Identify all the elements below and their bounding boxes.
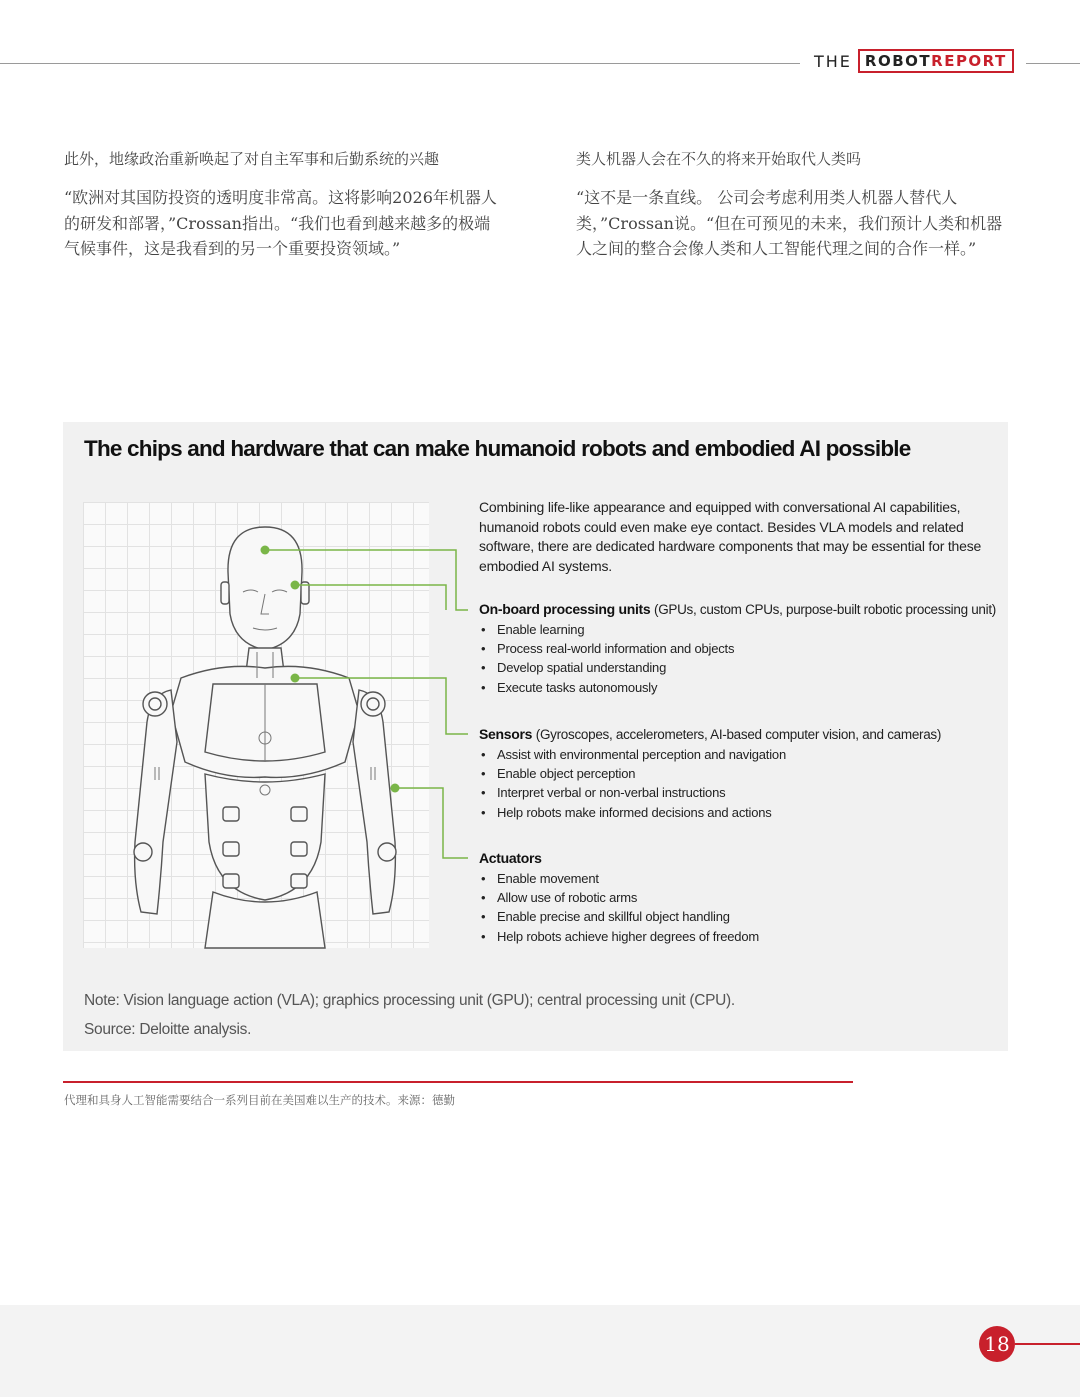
section-title: On-board processing units bbox=[479, 601, 651, 617]
section-title: Sensors bbox=[479, 726, 533, 742]
section-title-line bbox=[479, 725, 1009, 744]
figure-title: The chips and hardware that can make humanoid robots and embodied AI possible bbox=[84, 436, 911, 461]
list-item: • Process real-world information and objects bbox=[479, 639, 1009, 658]
robot-shoulder-joint-left-inner bbox=[149, 698, 161, 710]
robot-abdomen-panel bbox=[291, 874, 307, 888]
callout-dot-processing-2 bbox=[291, 581, 300, 590]
right-column bbox=[576, 148, 1006, 262]
logo-report-text: REPORT bbox=[931, 52, 1007, 70]
left-column bbox=[64, 148, 504, 262]
list-item: • Execute tasks autonomously bbox=[479, 678, 1009, 697]
robot-abdomen-panel bbox=[223, 807, 239, 821]
list-item: • Enable movement bbox=[479, 869, 1009, 888]
section-list bbox=[479, 869, 1009, 946]
logo-box bbox=[858, 49, 1014, 73]
page-footer bbox=[0, 1305, 1080, 1397]
caption-rule bbox=[63, 1081, 853, 1083]
section-title-line bbox=[479, 849, 1009, 868]
section-list bbox=[479, 620, 1009, 697]
left-column-paragraph: “欧洲对其国防投资的透明度非常高。这将影响2026年机器人的研发和部署，”Crossan指出。“我们也看到越来越多的极端气候事件，这是我看到的另一个重要投资领域。” bbox=[64, 188, 497, 258]
section-title: Actuators bbox=[479, 850, 542, 866]
list-item: • Help robots make informed decisions and actions bbox=[479, 803, 1009, 822]
list-item: • Allow use of robotic arms bbox=[479, 888, 1009, 907]
robot-abdomen-panel bbox=[223, 842, 239, 856]
callout-dot-processing-1 bbox=[261, 546, 270, 555]
section-actuators bbox=[479, 849, 1009, 946]
figure-source: Source: Deloitte analysis. bbox=[84, 1021, 252, 1038]
robot-shoulder-joint-right-inner bbox=[367, 698, 379, 710]
right-column-heading: 类人机器人会在不久的将来开始取代人类吗 bbox=[576, 150, 862, 168]
robot-abdomen-panel bbox=[291, 807, 307, 821]
robot-elbow-left bbox=[134, 843, 152, 861]
figure-intro: Combining life-like appearance and equipped with conversational AI capabilities, humanoid robots could even make eye contact. Besides VLA models and related software, there are dedicated hardware components that may be essential for these embodied AI systems. bbox=[479, 499, 982, 574]
logo-the-text: THE bbox=[814, 51, 852, 71]
list-item: • Help robots achieve higher degrees of freedom bbox=[479, 927, 1009, 946]
robot-report-logo[interactable] bbox=[814, 49, 1014, 73]
list-item: • Enable learning bbox=[479, 620, 1009, 639]
robot-abdomen-panel bbox=[291, 842, 307, 856]
list-item: • Assist with environmental perception and navigation bbox=[479, 745, 1009, 764]
page-number: 18 bbox=[979, 1326, 1015, 1362]
robot-arm-left bbox=[135, 690, 177, 914]
robot-head bbox=[228, 527, 302, 650]
figure-note: Note: Vision language action (VLA); graphics processing unit (GPU); central processing unit (CPU). bbox=[84, 992, 735, 1009]
robot-arm-right bbox=[353, 690, 395, 914]
section-title-line bbox=[479, 600, 1009, 619]
callout-line-actuators bbox=[395, 788, 468, 858]
robot-abdomen-panel bbox=[223, 874, 239, 888]
section-description: (Gyroscopes, accelerometers, AI-based computer vision, and cameras) bbox=[535, 727, 942, 742]
page-number-rule bbox=[1015, 1343, 1080, 1345]
section-list bbox=[479, 745, 1009, 822]
section-onboard-processing bbox=[479, 600, 1009, 697]
header-rule-left bbox=[0, 63, 800, 64]
right-column-paragraph: “这不是一条直线。 公司会考虑利用类人机器人替代人类，”Crossan说。“但在可预见的未来，我们预计人类和机器人之间的整合会像人类和人工智能代理之间的合作一样。” bbox=[576, 188, 1003, 258]
section-description: (GPUs, custom CPUs, purpose-built robotic processing unit) bbox=[654, 602, 996, 617]
callout-line-processing-2 bbox=[295, 585, 446, 610]
logo-robot-text: ROBOT bbox=[864, 52, 932, 70]
list-item: • Develop spatial understanding bbox=[479, 658, 1009, 677]
callout-dot-sensors bbox=[291, 674, 300, 683]
left-column-heading: 此外，地缘政治重新唤起了对自主军事和后勤系统的兴趣 bbox=[64, 150, 440, 168]
list-item: • Enable precise and skillful object handling bbox=[479, 907, 1009, 926]
robot-elbow-right bbox=[378, 843, 396, 861]
section-sensors bbox=[479, 725, 1009, 822]
infographic-panel bbox=[63, 422, 1008, 1051]
callout-dot-actuators bbox=[391, 784, 400, 793]
header-rule-right bbox=[1026, 63, 1080, 64]
list-item: • Enable object perception bbox=[479, 764, 1009, 783]
list-item: • Interpret verbal or non-verbal instructions bbox=[479, 783, 1009, 802]
figure-caption: 代理和具身人工智能需要结合一系列目前在美国难以生产的技术。来源：德勤 bbox=[64, 1093, 455, 1107]
robot-ear-left bbox=[221, 582, 229, 604]
